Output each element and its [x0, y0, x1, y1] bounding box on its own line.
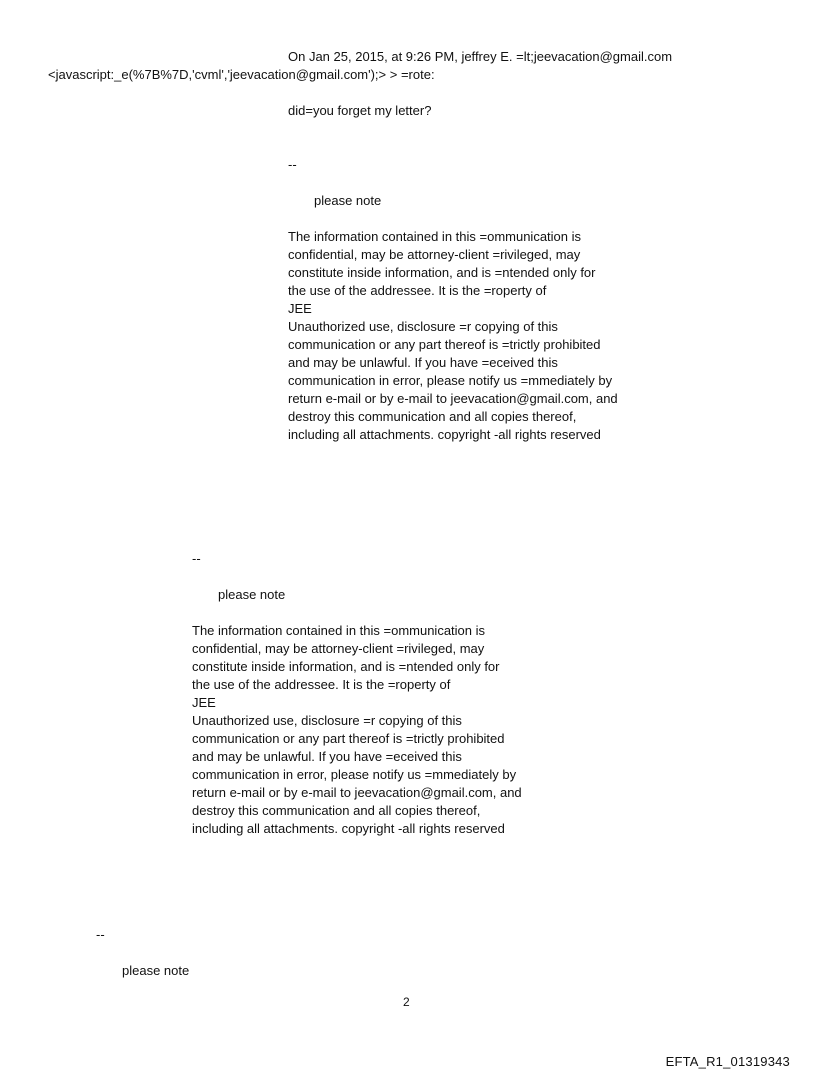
confidentiality-disclaimer: [288, 228, 618, 444]
disclaimer-line: including all attachments. copyright -all rights reserved: [192, 821, 505, 836]
disclaimer-line: confidential, may be attorney-client =rivileged, may: [288, 247, 581, 262]
disclaimer-line: communication in error, please notify us =mmediately by: [288, 373, 613, 388]
email-header-line-2: <javascript:_e(%7B%7D,'cvml','jeevacation@gmail.com');> > =rote:: [48, 67, 435, 82]
note-heading: please note: [218, 587, 286, 602]
disclaimer-line: the use of the addressee. It is the =roperty of: [192, 677, 451, 692]
signature-separator: --: [192, 551, 201, 566]
disclaimer-line: and may be unlawful. If you have =eceived this: [288, 355, 558, 370]
confidentiality-disclaimer: [192, 622, 522, 838]
disclaimer-line: JEE: [288, 301, 312, 316]
disclaimer-line: return e-mail or by e-mail to jeevacation@gmail.com, and: [192, 785, 522, 800]
disclaimer-line: the use of the addressee. It is the =roperty of: [288, 283, 547, 298]
disclaimer-line: communication in error, please notify us =mmediately by: [192, 767, 517, 782]
disclaimer-line: JEE: [192, 695, 216, 710]
message-body: did=you forget my letter?: [288, 103, 432, 118]
disclaimer-line: and may be unlawful. If you have =eceived this: [192, 749, 462, 764]
disclaimer-line: destroy this communication and all copies thereof,: [288, 409, 577, 424]
note-heading: please note: [314, 193, 382, 208]
email-header-line-1: On Jan 25, 2015, at 9:26 PM, jeffrey E. =lt;jeevacation@gmail.com: [288, 49, 673, 64]
disclaimer-line: confidential, may be attorney-client =rivileged, may: [192, 641, 485, 656]
disclaimer-line: destroy this communication and all copies thereof,: [192, 803, 481, 818]
disclaimer-line: The information contained in this =ommunication is: [192, 623, 486, 638]
disclaimer-line: Unauthorized use, disclosure =r copying of this: [288, 319, 558, 334]
signature-separator: --: [96, 927, 105, 942]
disclaimer-line: The information contained in this =ommunication is: [288, 229, 582, 244]
disclaimer-line: return e-mail or by e-mail to jeevacation@gmail.com, and: [288, 391, 618, 406]
disclaimer-line: including all attachments. copyright -all rights reserved: [288, 427, 601, 442]
disclaimer-line: communication or any part thereof is =trictly prohibited: [288, 337, 601, 352]
note-heading: please note: [122, 963, 190, 978]
disclaimer-line: constitute inside information, and is =ntended only for: [192, 659, 500, 674]
document-id: EFTA_R1_01319343: [665, 1054, 790, 1069]
disclaimer-line: Unauthorized use, disclosure =r copying of this: [192, 713, 462, 728]
page-number: 2: [403, 995, 410, 1009]
disclaimer-line: constitute inside information, and is =ntended only for: [288, 265, 596, 280]
disclaimer-line: communication or any part thereof is =trictly prohibited: [192, 731, 505, 746]
signature-separator: --: [288, 157, 297, 172]
